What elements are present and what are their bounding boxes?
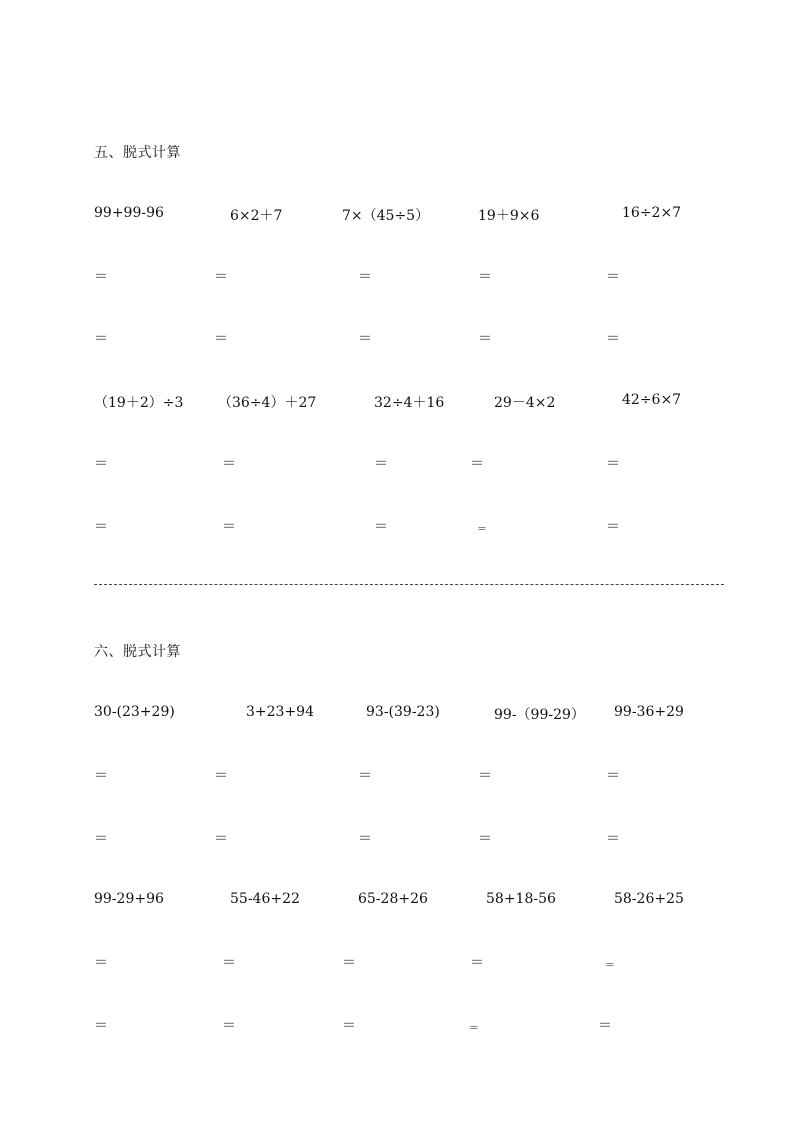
equals-sign: ＝ bbox=[214, 331, 228, 347]
equals-sign: ＝ bbox=[358, 768, 372, 784]
problem-expression: 93-(39-23) bbox=[366, 704, 440, 720]
problem-expression: 65-28+26 bbox=[358, 891, 428, 907]
problem-expression: 19＋9×6 bbox=[478, 208, 540, 224]
equals-sign: ＝ bbox=[469, 1023, 479, 1034]
equals-sign: ＝ bbox=[358, 831, 372, 847]
problem-expression: 55-46+22 bbox=[230, 891, 300, 907]
section-6-title: 六、脱式计算 bbox=[94, 644, 181, 660]
section-divider bbox=[94, 584, 724, 585]
problem-expression: 16÷2×7 bbox=[622, 205, 682, 221]
equals-sign: ＝ bbox=[94, 955, 108, 971]
equals-sign: ＝ bbox=[374, 456, 388, 472]
problem-expression: 7×（45÷5） bbox=[342, 208, 430, 224]
equals-sign: ＝ bbox=[358, 331, 372, 347]
problem-expression: 6×2＋7 bbox=[230, 208, 283, 224]
equals-sign: ＝ bbox=[374, 519, 388, 535]
problem-expression: 99-36+29 bbox=[614, 704, 684, 720]
equals-sign: ＝ bbox=[478, 831, 492, 847]
equals-sign: ＝ bbox=[214, 831, 228, 847]
equals-sign: ＝ bbox=[606, 519, 620, 535]
problem-expression: （19＋2）÷3 bbox=[94, 395, 184, 411]
equals-sign: ＝ bbox=[477, 524, 487, 535]
equals-sign: ＝ bbox=[606, 331, 620, 347]
equals-sign: ＝ bbox=[94, 519, 108, 535]
equals-sign: ＝ bbox=[214, 269, 228, 285]
equals-sign: ＝ bbox=[94, 269, 108, 285]
problem-expression: 99-29+96 bbox=[94, 891, 164, 907]
equals-sign: ＝ bbox=[222, 519, 236, 535]
equals-sign: ＝ bbox=[342, 1018, 356, 1034]
equals-sign: ＝ bbox=[606, 456, 620, 472]
problem-expression: 3+23+94 bbox=[246, 704, 314, 720]
equals-sign: ＝ bbox=[94, 331, 108, 347]
equals-sign: ＝ bbox=[598, 1018, 612, 1034]
problem-expression: 58+18-56 bbox=[486, 891, 556, 907]
equals-sign: ＝ bbox=[94, 831, 108, 847]
equals-sign: ＝ bbox=[470, 456, 484, 472]
problem-expression: （36÷4）＋27 bbox=[218, 395, 317, 411]
problem-expression: 30-(23+29) bbox=[94, 704, 175, 720]
equals-sign: ＝ bbox=[478, 331, 492, 347]
equals-sign: ＝ bbox=[605, 960, 615, 971]
equals-sign: ＝ bbox=[606, 269, 620, 285]
equals-sign: ＝ bbox=[478, 768, 492, 784]
equals-sign: ＝ bbox=[94, 768, 108, 784]
equals-sign: ＝ bbox=[222, 955, 236, 971]
equals-sign: ＝ bbox=[606, 768, 620, 784]
problem-expression: 99+99-96 bbox=[94, 205, 164, 221]
problem-expression: 42÷6×7 bbox=[622, 392, 682, 408]
equals-sign: ＝ bbox=[222, 456, 236, 472]
equals-sign: ＝ bbox=[94, 456, 108, 472]
problem-expression: 32÷4＋16 bbox=[374, 395, 445, 411]
equals-sign: ＝ bbox=[358, 269, 372, 285]
problem-expression: 99-（99-29） bbox=[494, 707, 585, 723]
equals-sign: ＝ bbox=[214, 768, 228, 784]
section-5-title: 五、脱式计算 bbox=[94, 145, 181, 161]
equals-sign: ＝ bbox=[606, 831, 620, 847]
equals-sign: ＝ bbox=[470, 955, 484, 971]
problem-expression: 58-26+25 bbox=[614, 891, 684, 907]
problem-expression: 29－4×2 bbox=[494, 395, 556, 411]
equals-sign: ＝ bbox=[94, 1018, 108, 1034]
equals-sign: ＝ bbox=[222, 1018, 236, 1034]
equals-sign: ＝ bbox=[478, 269, 492, 285]
equals-sign: ＝ bbox=[342, 955, 356, 971]
